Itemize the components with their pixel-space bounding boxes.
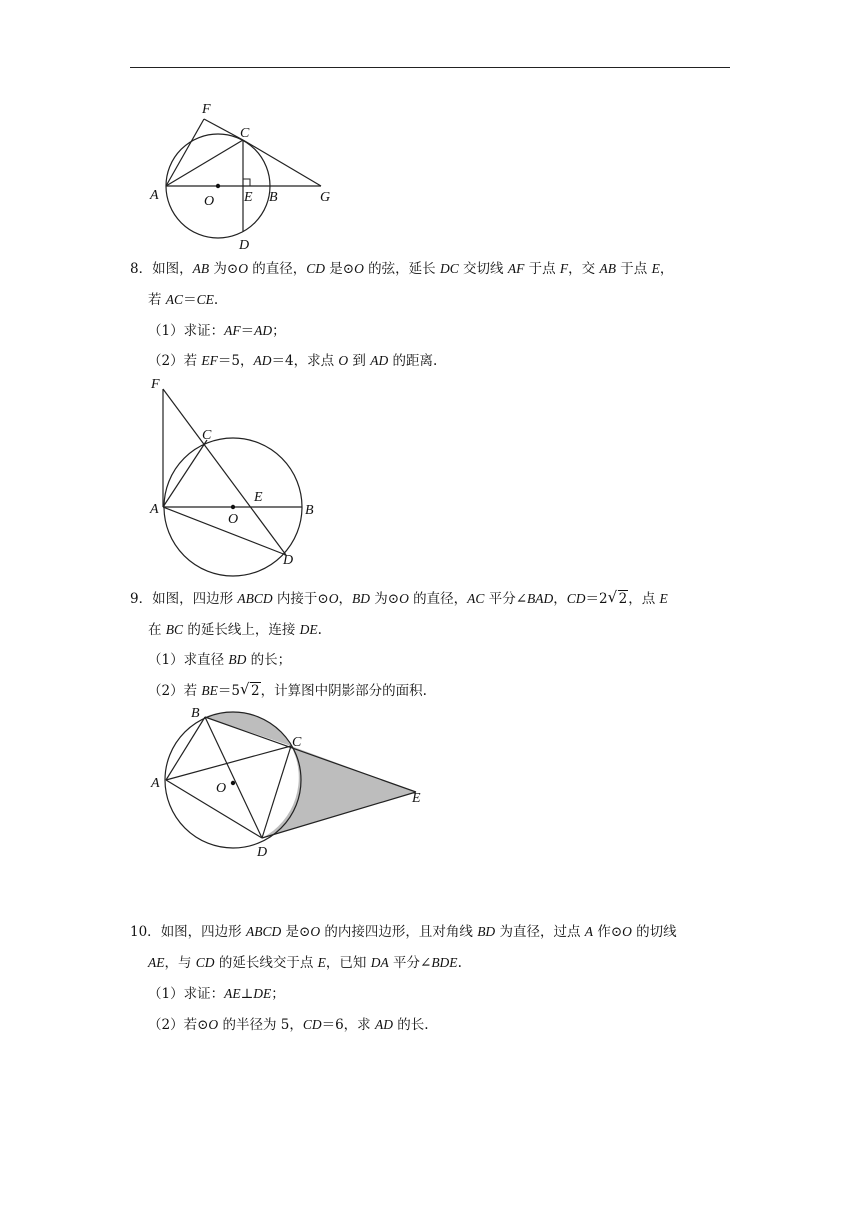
fig2-label-O: O xyxy=(228,512,239,527)
fig1-label-B: B xyxy=(269,190,278,205)
fig1-label-E: E xyxy=(244,190,253,205)
p10-sub-1: （1）求证：AE⊥DE； xyxy=(148,986,285,1002)
p8-sub-2: （2）若 EF＝5，AD＝4，求点 O 到 AD 的距离. xyxy=(148,353,438,369)
p8-line-2: 若 AC＝CE. xyxy=(148,292,219,308)
fig1-label-D: D xyxy=(239,238,250,253)
p8-line-1: 8．如图，AB 为⊙O 的直径，CD 是⊙O 的弦，延长 DC 交切线 AF 于点 F，交 AB 于点 E， xyxy=(130,261,674,277)
sqrt-2: √ 2 xyxy=(241,681,261,701)
fig2-label-E: E xyxy=(254,490,263,505)
p9-sub-2: （2）若 BE＝5√ 2，计算图中阴影部分的面积. xyxy=(148,681,427,701)
p10-line-2: AE，与 CD 的延长线交于点 E，已知 DA 平分∠BDE. xyxy=(148,955,462,971)
fig1-label-F: F xyxy=(202,102,211,117)
figure-2 xyxy=(140,372,340,572)
p9-sub-1: （1）求直径 BD 的长； xyxy=(148,652,292,668)
sqrt-2: √ 2 xyxy=(609,589,629,609)
p10-line-1: 10．如图，四边形 ABCD 是⊙O 的内接四边形，且对角线 BD 为直径，过点 A 作⊙O 的切线 xyxy=(130,924,677,940)
figure-3 xyxy=(140,700,440,865)
p10-sub-2: （2）若⊙O 的半径为 5，CD＝6，求 AD 的长. xyxy=(148,1017,429,1033)
fig2-label-D: D xyxy=(283,553,294,568)
fig1-label-O: O xyxy=(204,194,215,209)
fig3-label-E: E xyxy=(412,791,421,806)
p9-line-2: 在 BC 的延长线上，连接 DE. xyxy=(148,622,322,638)
fig3-label-A: A xyxy=(151,776,160,791)
fig2-label-A: A xyxy=(150,502,159,517)
fig2-label-B: B xyxy=(305,503,314,518)
fig3-label-O: O xyxy=(216,781,227,796)
fig3-label-D: D xyxy=(257,845,268,860)
figure-1 xyxy=(140,98,350,253)
fig3-label-B: B xyxy=(191,706,200,721)
p9-line-1: 9．如图，四边形 ABCD 内接于⊙O，BD 为⊙O 的直径，AC 平分∠BAD，CD＝2√ 2，点 E xyxy=(130,589,668,609)
fig3-label-C: C xyxy=(292,735,302,750)
fig1-label-A: A xyxy=(150,188,159,203)
fig2-label-C: C xyxy=(202,428,212,443)
fig2-label-F: F xyxy=(151,377,160,392)
fig1-label-C: C xyxy=(240,126,250,141)
header-rule xyxy=(130,67,730,68)
p8-sub-1: （1）求证：AF＝AD； xyxy=(148,323,286,339)
fig1-label-G: G xyxy=(320,190,331,205)
